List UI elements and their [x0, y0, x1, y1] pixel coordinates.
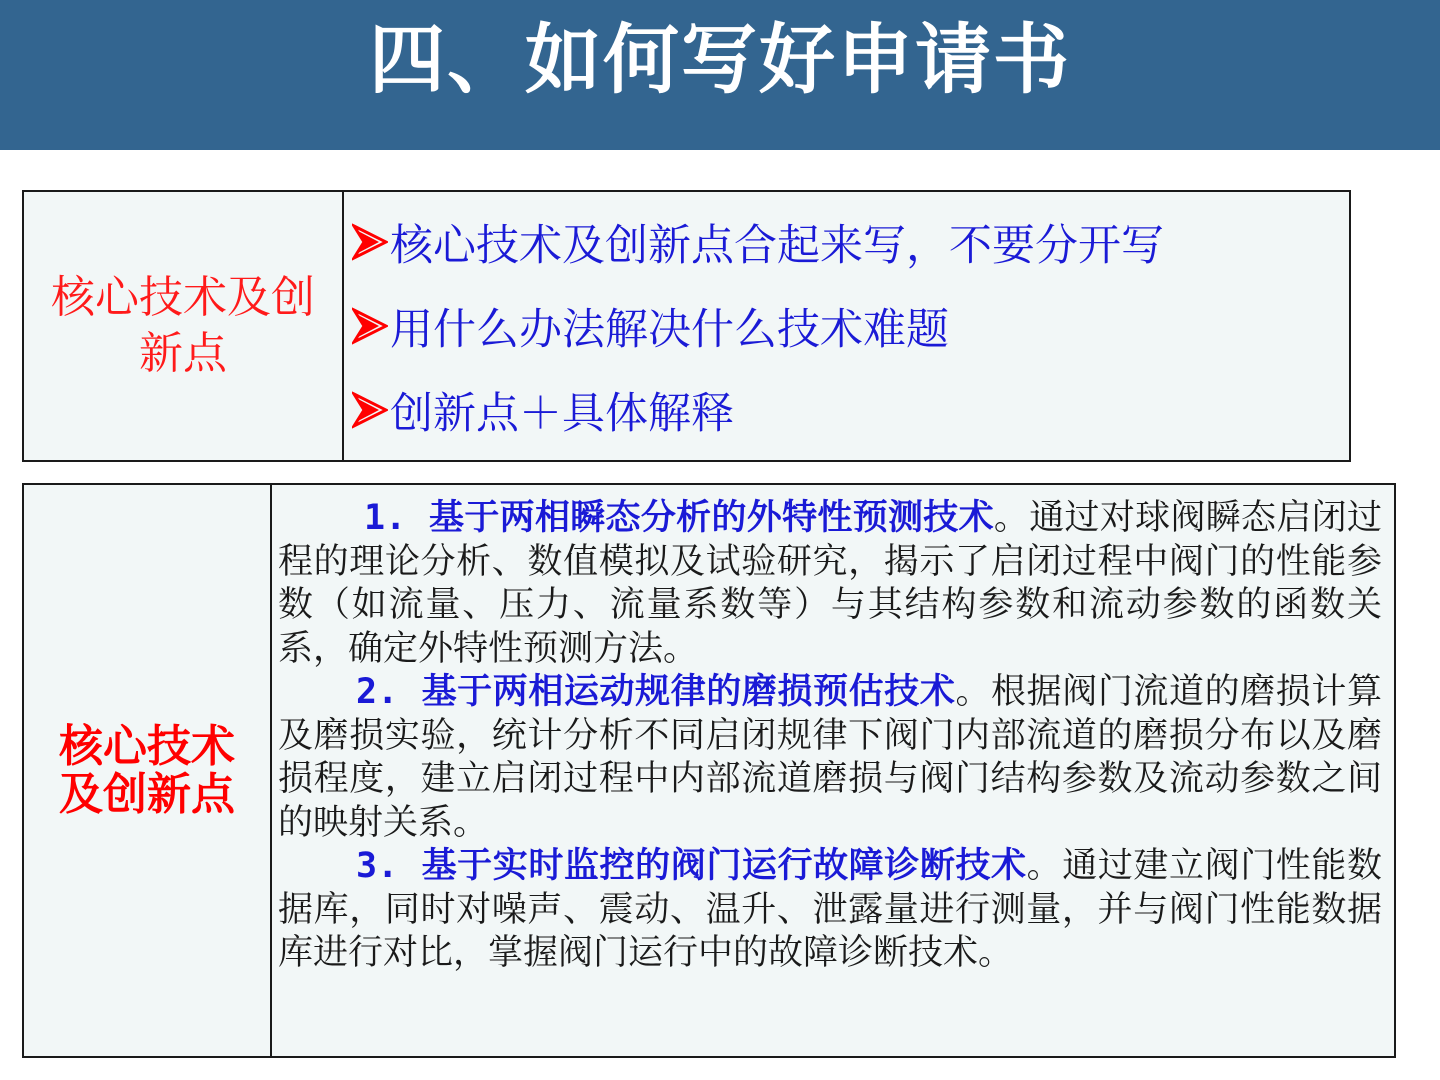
- item-number: 1.: [364, 498, 407, 538]
- item-text: 。通过对球阀瞬态启闭过程的理论分析、数值模拟及试验研究，揭示了启闭过程中阀门的性能参数（如流量、压力、流量系数等）与其结构参数和流动参数的函数关系，确定外特性预测方法。: [278, 498, 1382, 669]
- detail-paragraph: [278, 497, 1382, 671]
- bullet-text: 核心技术及创新点合起来写，不要分开写: [390, 220, 1164, 271]
- detail-label-cell: [23, 484, 271, 1057]
- bullet-text: 用什么办法解决什么技术难题: [390, 304, 949, 355]
- item-text: 。通过建立阀门性能数据库，同时对噪声、震动、温升、泄露量进行测量，并与阀门性能数据库进行对比，掌握阀门运行中的故障诊断技术。: [278, 846, 1382, 973]
- item-text: 。根据阀门流道的磨损计算及磨损实验，统计分析不同启闭规律下阀门内部流道的磨损分布以及磨损程度，建立启闭过程中内部流道磨损与阀门结构参数及流动参数之间的映射关系。: [278, 672, 1382, 843]
- title-banner: [0, 0, 1440, 150]
- detail-label: 核心技术及创新点: [59, 720, 235, 820]
- bullet-item: [352, 368, 1349, 452]
- detail-table: [22, 483, 1396, 1058]
- detail-text-cell: [271, 484, 1395, 1057]
- arrow-bullet-icon: [352, 391, 388, 429]
- summary-label: 核心技术及创新点: [51, 272, 315, 379]
- summary-bullets-cell: [343, 191, 1350, 461]
- item-number: 2.: [356, 672, 399, 712]
- item-heading: 基于两相瞬态分析的外特性预测技术: [429, 498, 994, 538]
- arrow-bullet-icon: [352, 223, 388, 261]
- detail-paragraph: [278, 845, 1382, 976]
- item-number: 3.: [356, 846, 399, 886]
- summary-table: [22, 190, 1351, 462]
- summary-label-cell: [23, 191, 343, 461]
- detail-paragraph: [278, 671, 1382, 845]
- arrow-bullet-icon: [352, 307, 388, 345]
- page-title: 四、如何写好申请书: [369, 15, 1071, 104]
- item-heading: 基于实时监控的阀门运行故障诊断技术: [421, 846, 1027, 886]
- bullet-text: 创新点＋具体解释: [390, 388, 734, 439]
- item-heading: 基于两相运动规律的磨损预估技术: [421, 672, 956, 712]
- bullet-item: [352, 200, 1349, 284]
- bullet-item: [352, 284, 1349, 368]
